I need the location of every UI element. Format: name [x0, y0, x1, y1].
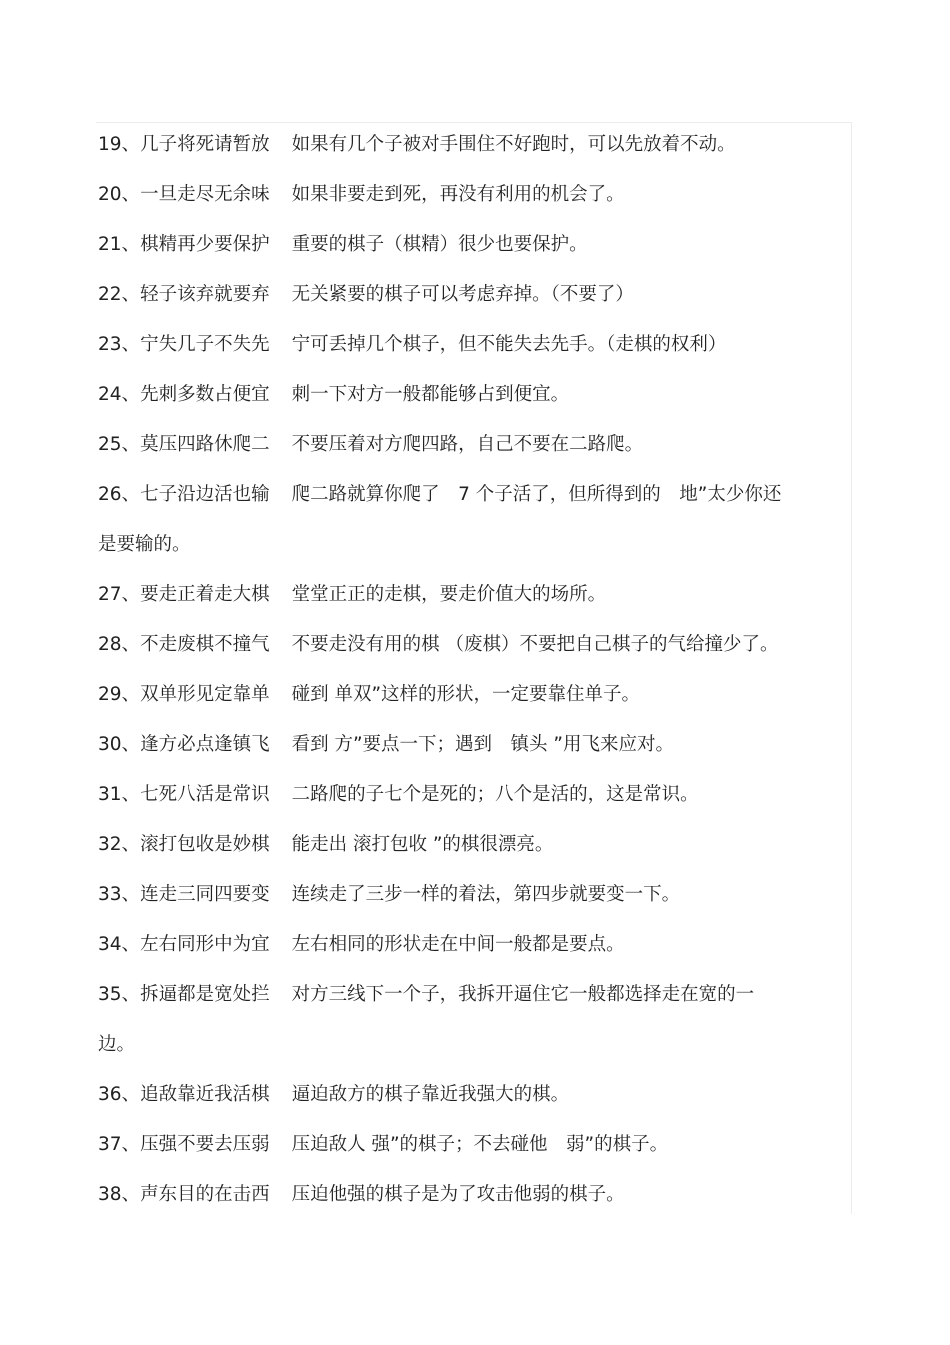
- item-number: 32: [98, 834, 122, 855]
- item-explanation: 如果有几个子被对手围住不好跑时，可以先放着不动。: [291, 134, 736, 155]
- item-number: 25: [98, 434, 122, 455]
- item-separator: 、: [121, 134, 141, 155]
- list-item-30: [98, 720, 838, 770]
- item-separator: 、: [121, 1184, 141, 1205]
- item-separator: 、: [121, 184, 141, 205]
- item-explanation: 重要的棋子（棋精）很少也要保护。: [291, 234, 588, 255]
- item-number: 29: [98, 684, 122, 705]
- item-proverb: 逢方必点逢镇飞: [140, 734, 270, 755]
- item-explanation: 无关紧要的棋子可以考虑弃掉。（不要了）: [291, 284, 634, 305]
- item-number: 31: [98, 784, 122, 805]
- item-number: 36: [98, 1084, 122, 1105]
- item-explanation: 刺一下对方一般都能够占到便宜。: [291, 384, 570, 405]
- list-item-37: [98, 1120, 838, 1170]
- item-separator: 、: [121, 384, 141, 405]
- item-proverb: 追敌靠近我活棋: [140, 1084, 270, 1105]
- item-separator: 、: [121, 584, 141, 605]
- item-number: 19: [98, 134, 122, 155]
- item-separator: 、: [121, 1134, 141, 1155]
- item-explanation: 碰到 单双”这样的形状，一定要靠住单子。: [291, 684, 641, 705]
- item-number: 23: [98, 334, 122, 355]
- item-explanation-continuation: 边。: [98, 1034, 136, 1055]
- item-explanation: 对方三线下一个子，我拆开逼住它一般都选择走在宽的一: [291, 984, 755, 1005]
- item-separator: 、: [121, 984, 141, 1005]
- item-explanation: 堂堂正正的走棋，要走价值大的场所。: [291, 584, 607, 605]
- list-item-20: [98, 170, 838, 220]
- item-separator: 、: [121, 284, 141, 305]
- item-explanation-continuation: 是要输的。: [98, 534, 191, 555]
- item-separator: 、: [121, 1084, 141, 1105]
- item-proverb: 七子沿边活也输: [140, 484, 270, 505]
- list-item-31: [98, 770, 838, 820]
- item-separator: 、: [121, 834, 141, 855]
- item-explanation: 如果非要走到死，再没有利用的机会了。: [291, 184, 625, 205]
- item-number: 21: [98, 234, 122, 255]
- item-proverb: 莫压四路休爬二: [140, 434, 270, 455]
- list-item-22: [98, 270, 838, 320]
- item-separator: 、: [121, 884, 141, 905]
- list-item-34: [98, 920, 838, 970]
- item-proverb: 几子将死请暂放: [140, 134, 270, 155]
- item-proverb: 声东目的在击西: [140, 1184, 270, 1205]
- item-explanation: 看到 方”要点一下；遇到 镇头 ”用飞来应对。: [291, 734, 675, 755]
- list-item-38: [98, 1170, 838, 1220]
- item-separator: 、: [121, 434, 141, 455]
- item-explanation: 压迫他强的棋子是为了攻击他弱的棋子。: [291, 1184, 625, 1205]
- item-explanation: 爬二路就算你爬了 7 个子活了，但所得到的 地”太少你还: [291, 484, 782, 505]
- item-proverb: 拆逼都是宽处拦: [140, 984, 270, 1005]
- item-number: 30: [98, 734, 122, 755]
- item-explanation: 左右相同的形状走在中间一般都是要点。: [291, 934, 625, 955]
- item-separator: 、: [121, 634, 141, 655]
- list-item-24: [98, 370, 838, 420]
- item-proverb: 宁失几子不失先: [140, 334, 270, 355]
- item-number: 34: [98, 934, 122, 955]
- list-item-25: [98, 420, 838, 470]
- item-proverb: 连走三同四要变: [140, 884, 270, 905]
- item-number: 33: [98, 884, 122, 905]
- item-number: 22: [98, 284, 122, 305]
- list-item-28: [98, 620, 838, 670]
- item-explanation: 不要压着对方爬四路，自己不要在二路爬。: [291, 434, 644, 455]
- list-item-27: [98, 570, 838, 620]
- item-proverb: 七死八活是常识: [140, 784, 270, 805]
- item-proverb: 棋精再少要保护: [140, 234, 270, 255]
- list-item-32: [98, 820, 838, 870]
- list-item-26: [98, 470, 838, 520]
- item-number: 38: [98, 1184, 122, 1205]
- item-explanation: 逼迫敌方的棋子靠近我强大的棋。: [291, 1084, 570, 1105]
- item-proverb: 先刺多数占便宜: [140, 384, 270, 405]
- item-separator: 、: [121, 484, 141, 505]
- list-item-29: [98, 670, 838, 720]
- item-separator: 、: [121, 684, 141, 705]
- item-separator: 、: [121, 934, 141, 955]
- item-number: 35: [98, 984, 122, 1005]
- item-proverb: 要走正着走大棋: [140, 584, 270, 605]
- item-explanation: 压迫敌人 强”的棋子；不去碰他 弱”的棋子。: [291, 1134, 669, 1155]
- list-item-21: [98, 220, 838, 270]
- item-separator: 、: [121, 334, 141, 355]
- item-proverb: 双单形见定靠单: [140, 684, 270, 705]
- item-proverb: 轻子该弃就要弃: [140, 284, 270, 305]
- item-number: 27: [98, 584, 122, 605]
- item-proverb: 左右同形中为宜: [140, 934, 270, 955]
- item-separator: 、: [121, 734, 141, 755]
- item-explanation: 宁可丢掉几个棋子，但不能失去先手。（走棋的权利）: [291, 334, 727, 355]
- item-explanation: 能走出 滚打包收 ”的棋很漂亮。: [291, 834, 554, 855]
- list-item-35: [98, 970, 838, 1020]
- item-separator: 、: [121, 784, 141, 805]
- list-item-23: [98, 320, 838, 370]
- list-item-35-continuation: [98, 1020, 838, 1070]
- list-item-26-continuation: [98, 520, 838, 570]
- list-item-36: [98, 1070, 838, 1120]
- item-number: 24: [98, 384, 122, 405]
- item-proverb: 滚打包收是妙棋: [140, 834, 270, 855]
- item-number: 28: [98, 634, 122, 655]
- item-number: 26: [98, 484, 122, 505]
- item-proverb: 一旦走尽无余味: [140, 184, 270, 205]
- page-frame-right-border: [851, 122, 852, 1214]
- proverb-list: [98, 120, 838, 1220]
- item-number: 20: [98, 184, 122, 205]
- item-proverb: 压强不要去压弱: [140, 1134, 270, 1155]
- list-item-19: [98, 120, 838, 170]
- item-number: 37: [98, 1134, 122, 1155]
- item-separator: 、: [121, 234, 141, 255]
- item-explanation: 不要走没有用的棋 （废棋）不要把自己棋子的气给撞少了。: [291, 634, 779, 655]
- item-explanation: 二路爬的子七个是死的；八个是活的，这是常识。: [291, 784, 699, 805]
- list-item-33: [98, 870, 838, 920]
- item-explanation: 连续走了三步一样的着法，第四步就要变一下。: [291, 884, 681, 905]
- item-proverb: 不走废棋不撞气: [140, 634, 270, 655]
